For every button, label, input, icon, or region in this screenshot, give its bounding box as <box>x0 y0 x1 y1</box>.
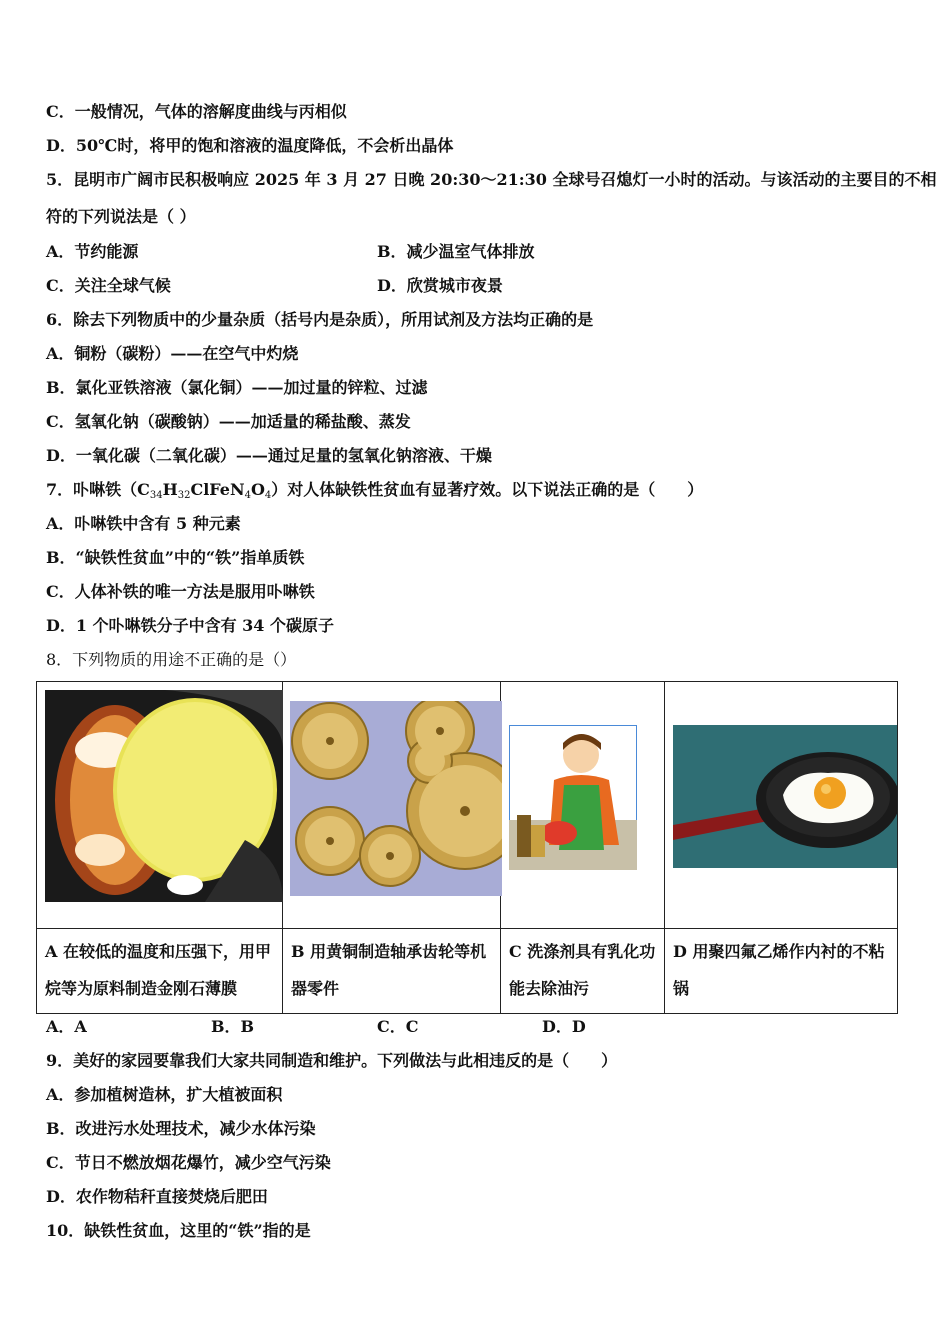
q7-option-d: D．1 个卟啉铁分子中含有 34 个碳原子 <box>46 616 334 635</box>
q8-cell-d-text: D 用聚四氟乙烯作内衬的不粘锅 <box>665 929 898 1014</box>
q5-option-b: B．减少温室气体排放 <box>377 242 535 261</box>
q9-option-d: D．农作物秸秆直接焚烧后肥田 <box>46 1187 268 1206</box>
q6-option-b: B．氯化亚铁溶液（氯化铜）——加过量的锌粒、过滤 <box>46 378 428 397</box>
q9-option-a: A．参加植树造林，扩大植被面积 <box>46 1085 283 1104</box>
q9-stem: 9．美好的家园要靠我们大家共同制造和维护。下列做法与此相违反的是（ ） <box>46 1051 618 1070</box>
q5-option-d: D．欣赏城市夜景 <box>377 276 503 295</box>
brass-gears-image <box>290 701 502 896</box>
q8-image-b-cell <box>283 682 501 929</box>
q7-option-b: B．“缺铁性贫血”中的“铁”指单质铁 <box>46 548 305 567</box>
q6-stem: 6．除去下列物质中的少量杂质（括号内是杂质），所用试剂及方法均正确的是 <box>46 310 594 329</box>
q8-image-a-cell <box>37 682 283 929</box>
q8-image-c-cell <box>501 682 665 929</box>
q8-answer-a: A．A <box>46 1017 87 1036</box>
q5-stem-line1: 5．昆明市广阔市民积极响应 2025 年 3 月 27 日晚 20:30～21:30 全球号召熄灯一小时的活动。与该活动的主要目的不相 <box>46 170 937 189</box>
nonstick-pan-image <box>673 725 897 868</box>
q8-cell-c-text: C 洗涤剂具有乳化功能去除油污 <box>501 929 665 1014</box>
q4-option-c: C．一般情况，气体的溶解度曲线与丙相似 <box>46 102 347 121</box>
q7-stem: 7．卟啉铁$(C_{34}H_{32}ClFeN_4O_4)$对人体缺铁性贫血有显著疗效。以下说法正确的是（ ） <box>46 480 704 501</box>
chemical-formula: $C_{34}H_{32}ClFeN_4O_4$ <box>137 480 272 501</box>
q8-answer-d: D．D <box>542 1017 586 1036</box>
q6-option-d: D．一氧化碳（二氧化碳）——通过足量的氢氧化钠溶液、干燥 <box>46 446 492 465</box>
q8-answer-b: B．B <box>211 1017 255 1036</box>
q7-option-a: A．卟啉铁中含有 5 种元素 <box>46 514 241 533</box>
q8-stem: 8．下列物质的用途不正确的是（） <box>46 650 297 669</box>
q6-option-c: C．氢氧化钠（碳酸钠）——加适量的稀盐酸、蒸发 <box>46 412 411 431</box>
q8-answer-c: C．C <box>377 1017 419 1036</box>
q8-table <box>36 681 898 1014</box>
q8-cell-a-text: A 在较低的温度和压强下，用甲烷等为原料制造金刚石薄膜 <box>37 929 283 1014</box>
q5-option-c: C．关注全球气候 <box>46 276 171 295</box>
q7-option-c: C．人体补铁的唯一方法是服用卟啉铁 <box>46 582 315 601</box>
q9-option-b: B．改进污水处理技术，减少水体污染 <box>46 1119 316 1138</box>
q6-option-a: A．铜粉（碳粉）——在空气中灼烧 <box>46 344 299 363</box>
q8-image-d-cell <box>665 682 898 929</box>
q10-stem: 10．缺铁性贫血，这里的“铁”指的是 <box>46 1221 311 1240</box>
q8-cell-b-text: B 用黄铜制造轴承齿轮等机器零件 <box>283 929 501 1014</box>
q4-option-d: D．50℃时，将甲的饱和溶液的温度降低，不会析出晶体 <box>46 136 454 155</box>
diamond-film-image <box>45 690 283 902</box>
q5-option-a: A．节约能源 <box>46 242 139 261</box>
q5-stem-line2: 符的下列说法是（ ） <box>46 207 196 226</box>
q9-option-c: C．节日不燃放烟花爆竹，减少空气污染 <box>46 1153 331 1172</box>
washing-dishes-image <box>509 725 637 870</box>
